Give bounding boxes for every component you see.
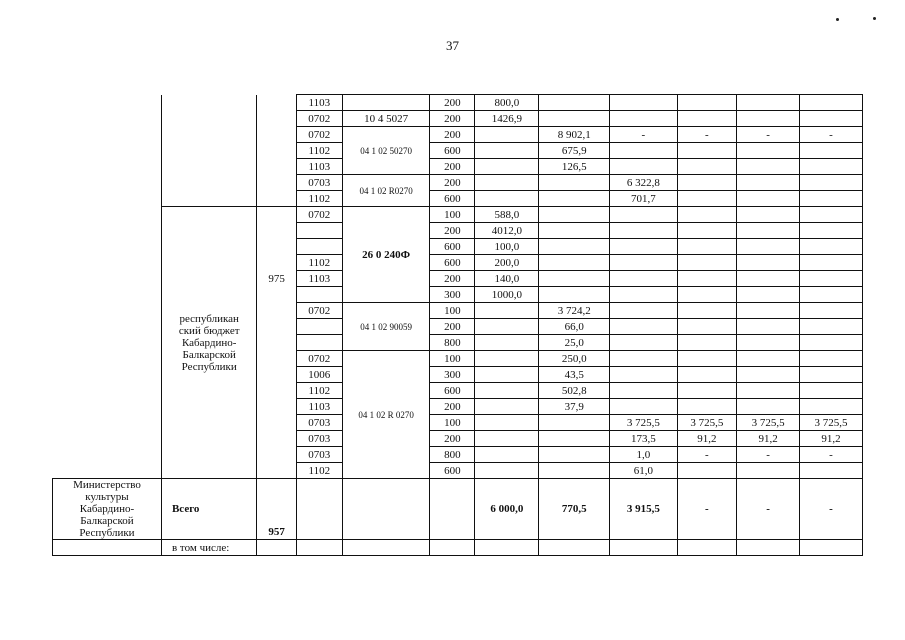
value-cell	[800, 239, 863, 255]
value-cell	[800, 143, 863, 159]
rz-cell: 1103	[296, 399, 342, 415]
value-cell	[610, 95, 677, 111]
vr-cell: 200	[430, 127, 475, 143]
value-cell	[610, 159, 677, 175]
value-cell	[677, 287, 737, 303]
rz-cell: 0703	[296, 175, 342, 191]
value-cell	[800, 159, 863, 175]
value-cell	[800, 335, 863, 351]
csr-cell: 10 4 5027	[342, 111, 430, 127]
value-cell	[539, 223, 610, 239]
value-cell	[677, 95, 737, 111]
value-cell	[475, 143, 539, 159]
value-cell	[475, 191, 539, 207]
vr-cell: 600	[430, 463, 475, 479]
vr-cell: 600	[430, 383, 475, 399]
funding-source-line: ский бюджет	[178, 324, 240, 337]
ministry-name-line: Балкарской	[80, 515, 134, 527]
value-cell: 25,0	[539, 335, 610, 351]
value-cell	[475, 303, 539, 319]
vr-cell: 600	[430, 255, 475, 271]
value-cell: 8 902,1	[539, 127, 610, 143]
value-cell: 4012,0	[475, 223, 539, 239]
rz-cell: 1102	[296, 255, 342, 271]
value-cell	[677, 223, 737, 239]
value-cell	[677, 271, 737, 287]
empty-cell	[53, 540, 162, 556]
empty-cell	[800, 540, 863, 556]
value-cell: -	[800, 447, 863, 463]
rz-cell: 0702	[296, 127, 342, 143]
value-cell	[800, 399, 863, 415]
value-cell	[539, 175, 610, 191]
value-cell	[800, 271, 863, 287]
value-cell: 91,2	[800, 431, 863, 447]
scan-speck	[873, 17, 876, 20]
value-cell	[800, 367, 863, 383]
value-cell: -	[737, 447, 800, 463]
funding-source-line: Балкарской	[182, 348, 236, 361]
ministry-name-line: Министерство	[73, 479, 141, 491]
table-row	[53, 95, 863, 111]
total-label: Всего	[161, 479, 256, 540]
rz-cell: 1102	[296, 463, 342, 479]
value-cell: 3 725,5	[610, 415, 677, 431]
value-cell: 91,2	[677, 431, 737, 447]
rz-cell: 0702	[296, 207, 342, 223]
rz-cell: 1102	[296, 191, 342, 207]
rz-cell: 0702	[296, 351, 342, 367]
empty-left-cell	[53, 95, 162, 479]
csr-cell: 04 1 02 50270	[342, 127, 430, 175]
total-value: 770,5	[539, 479, 610, 540]
empty-cell	[737, 540, 800, 556]
value-cell: 43,5	[539, 367, 610, 383]
total-value: -	[737, 479, 800, 540]
rz-cell: 0703	[296, 415, 342, 431]
value-cell	[539, 431, 610, 447]
value-cell	[800, 463, 863, 479]
rz-cell: 1102	[296, 383, 342, 399]
value-cell	[610, 367, 677, 383]
vr-cell: 200	[430, 399, 475, 415]
value-cell	[475, 399, 539, 415]
value-cell	[800, 175, 863, 191]
rz-cell: 1103	[296, 95, 342, 111]
value-cell	[677, 463, 737, 479]
funding-source-cell	[161, 207, 256, 479]
value-cell	[677, 351, 737, 367]
value-cell	[475, 159, 539, 175]
value-cell: 3 725,5	[737, 415, 800, 431]
value-cell: 675,9	[539, 143, 610, 159]
table-row	[53, 207, 863, 223]
value-cell: -	[610, 127, 677, 143]
vr-cell: 100	[430, 207, 475, 223]
csr-cell	[342, 95, 430, 111]
rz-cell: 0702	[296, 111, 342, 127]
value-cell	[800, 255, 863, 271]
value-cell	[677, 383, 737, 399]
vr-cell: 200	[430, 319, 475, 335]
value-cell: 3 725,5	[800, 415, 863, 431]
value-cell	[475, 415, 539, 431]
value-cell: -	[737, 127, 800, 143]
value-cell: 100,0	[475, 239, 539, 255]
value-cell	[539, 191, 610, 207]
empty-cell	[257, 540, 296, 556]
value-cell	[539, 111, 610, 127]
value-cell	[677, 367, 737, 383]
vr-cell: 200	[430, 159, 475, 175]
empty-cell	[296, 540, 342, 556]
value-cell	[610, 303, 677, 319]
value-cell	[475, 335, 539, 351]
ministry-name-line: культуры	[85, 491, 129, 503]
value-cell	[800, 383, 863, 399]
value-cell	[539, 239, 610, 255]
vr-cell: 100	[430, 351, 475, 367]
value-cell	[610, 399, 677, 415]
csr-cell: 04 1 02 90059	[342, 303, 430, 351]
value-cell	[737, 159, 800, 175]
value-cell	[737, 367, 800, 383]
value-cell	[677, 399, 737, 415]
value-cell: 800,0	[475, 95, 539, 111]
rz-cell: 1102	[296, 143, 342, 159]
csr-cell: 04 1 02 R 0270	[342, 351, 430, 479]
value-cell: -	[800, 127, 863, 143]
rz-cell: 0703	[296, 447, 342, 463]
value-cell	[610, 143, 677, 159]
csr-cell	[342, 479, 430, 540]
value-cell	[539, 415, 610, 431]
value-cell	[539, 463, 610, 479]
rz-cell	[296, 319, 342, 335]
rz-cell	[296, 479, 342, 540]
value-cell	[610, 111, 677, 127]
value-cell	[475, 431, 539, 447]
value-cell	[610, 319, 677, 335]
including-label: в том числе:	[161, 540, 256, 556]
vr-cell: 200	[430, 111, 475, 127]
value-cell: 3 724,2	[539, 303, 610, 319]
vr-cell: 300	[430, 367, 475, 383]
value-cell	[610, 207, 677, 223]
rz-cell	[296, 335, 342, 351]
budget-table-container	[52, 94, 863, 556]
ministry-grbs: 957	[257, 479, 296, 540]
including-row	[53, 540, 863, 556]
value-cell	[539, 207, 610, 223]
value-cell	[610, 239, 677, 255]
value-cell	[737, 143, 800, 159]
value-cell	[800, 287, 863, 303]
value-cell	[800, 303, 863, 319]
value-cell	[677, 111, 737, 127]
value-cell	[677, 303, 737, 319]
value-cell	[677, 143, 737, 159]
value-cell: 126,5	[539, 159, 610, 175]
value-cell: 200,0	[475, 255, 539, 271]
funding-source-line: республикан	[179, 312, 239, 325]
value-cell	[539, 287, 610, 303]
value-cell: 250,0	[539, 351, 610, 367]
rz-cell: 1103	[296, 271, 342, 287]
value-cell	[737, 223, 800, 239]
value-cell: 502,8	[539, 383, 610, 399]
value-cell	[610, 271, 677, 287]
ministry-name-line: Кабардино-	[79, 503, 135, 515]
value-cell	[475, 383, 539, 399]
value-cell	[610, 223, 677, 239]
scan-speck	[836, 18, 839, 21]
value-cell	[737, 207, 800, 223]
value-cell	[737, 287, 800, 303]
vr-cell: 800	[430, 335, 475, 351]
csr-cell: 26 0 240Ф	[342, 207, 430, 303]
value-cell	[800, 223, 863, 239]
value-cell: 1,0	[610, 447, 677, 463]
vr-cell: 200	[430, 95, 475, 111]
value-cell: 173,5	[610, 431, 677, 447]
total-value: -	[677, 479, 737, 540]
value-cell	[610, 255, 677, 271]
grbs-code: 975	[268, 273, 285, 285]
value-cell	[539, 447, 610, 463]
value-cell: 37,9	[539, 399, 610, 415]
value-cell	[800, 191, 863, 207]
value-cell	[737, 111, 800, 127]
value-cell	[475, 319, 539, 335]
value-cell	[737, 319, 800, 335]
value-cell	[677, 207, 737, 223]
value-cell: 1000,0	[475, 287, 539, 303]
value-cell	[737, 271, 800, 287]
value-cell	[737, 335, 800, 351]
ministry-name-line: Республики	[79, 527, 135, 539]
value-cell	[610, 335, 677, 351]
total-value: 6 000,0	[475, 479, 539, 540]
value-cell: 61,0	[610, 463, 677, 479]
value-cell	[737, 383, 800, 399]
vr-cell: 200	[430, 175, 475, 191]
empty-cell	[342, 540, 430, 556]
rz-cell	[296, 287, 342, 303]
value-cell	[677, 239, 737, 255]
vr-cell: 200	[430, 271, 475, 287]
value-cell	[677, 319, 737, 335]
vr-cell: 100	[430, 303, 475, 319]
value-cell	[539, 255, 610, 271]
value-cell	[539, 271, 610, 287]
value-cell	[737, 239, 800, 255]
rz-cell	[296, 223, 342, 239]
rz-cell: 0703	[296, 431, 342, 447]
funding-source-line: Республики	[181, 360, 237, 373]
value-cell: 3 725,5	[677, 415, 737, 431]
total-value: 3 915,5	[610, 479, 677, 540]
value-cell	[737, 175, 800, 191]
value-cell	[677, 159, 737, 175]
rz-cell: 1006	[296, 367, 342, 383]
empty-cell	[475, 540, 539, 556]
vr-cell: 600	[430, 191, 475, 207]
value-cell	[475, 447, 539, 463]
value-cell: 588,0	[475, 207, 539, 223]
value-cell	[800, 351, 863, 367]
budget-table	[52, 94, 863, 556]
value-cell	[539, 95, 610, 111]
empty-cell	[610, 540, 677, 556]
csr-cell: 04 1 02 R0270	[342, 175, 430, 207]
grbs-cell	[257, 207, 296, 479]
value-cell	[800, 207, 863, 223]
total-value: -	[800, 479, 863, 540]
value-cell	[737, 95, 800, 111]
value-cell	[737, 255, 800, 271]
vr-cell	[430, 479, 475, 540]
value-cell	[737, 463, 800, 479]
value-cell: -	[677, 127, 737, 143]
vr-cell: 100	[430, 415, 475, 431]
vr-cell: 600	[430, 143, 475, 159]
value-cell: 1426,9	[475, 111, 539, 127]
value-cell	[737, 351, 800, 367]
rz-cell	[296, 239, 342, 255]
value-cell	[475, 367, 539, 383]
value-cell	[737, 399, 800, 415]
value-cell	[800, 111, 863, 127]
value-cell: 140,0	[475, 271, 539, 287]
value-cell	[475, 175, 539, 191]
value-cell	[677, 255, 737, 271]
empty-source-cell	[161, 95, 256, 207]
page-number: 37	[446, 38, 459, 53]
value-cell: -	[677, 447, 737, 463]
value-cell	[800, 95, 863, 111]
value-cell: 701,7	[610, 191, 677, 207]
ministry-total-row	[53, 479, 863, 540]
rz-cell: 1103	[296, 159, 342, 175]
empty-cell	[677, 540, 737, 556]
vr-cell: 200	[430, 431, 475, 447]
empty-cell	[430, 540, 475, 556]
ministry-name-cell	[53, 479, 162, 540]
funding-source-line: Кабардино-	[181, 336, 237, 349]
value-cell	[737, 303, 800, 319]
value-cell: 91,2	[737, 431, 800, 447]
value-cell	[677, 191, 737, 207]
value-cell	[475, 127, 539, 143]
value-cell	[475, 463, 539, 479]
vr-cell: 300	[430, 287, 475, 303]
vr-cell: 200	[430, 223, 475, 239]
value-cell	[677, 175, 737, 191]
value-cell	[800, 319, 863, 335]
value-cell	[737, 191, 800, 207]
vr-cell: 600	[430, 239, 475, 255]
vr-cell: 800	[430, 447, 475, 463]
value-cell: 6 322,8	[610, 175, 677, 191]
value-cell	[610, 351, 677, 367]
empty-grbs-cell	[257, 95, 296, 207]
value-cell	[610, 383, 677, 399]
value-cell	[475, 351, 539, 367]
value-cell: 66,0	[539, 319, 610, 335]
rz-cell: 0702	[296, 303, 342, 319]
value-cell	[610, 287, 677, 303]
value-cell	[677, 335, 737, 351]
empty-cell	[539, 540, 610, 556]
